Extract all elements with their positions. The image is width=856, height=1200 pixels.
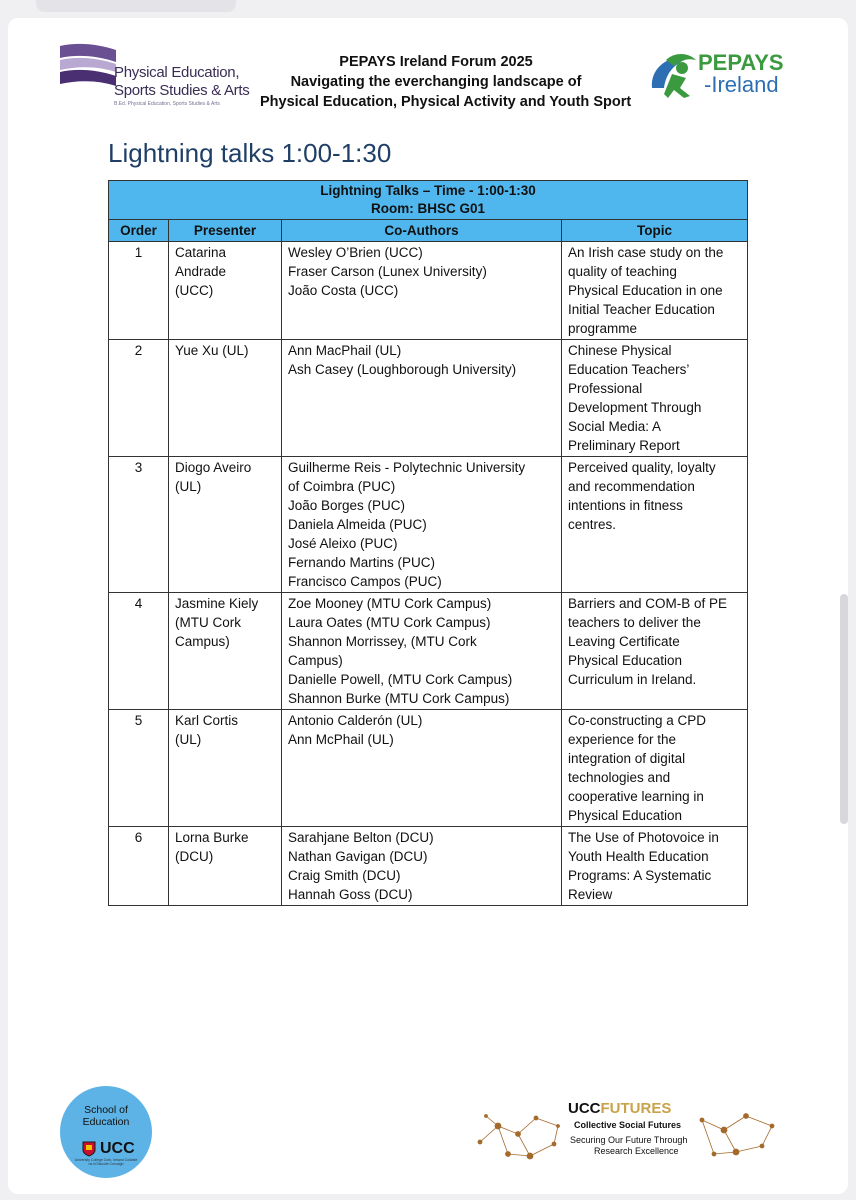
cell-coauthors [282, 242, 562, 340]
cell-coauthors-line: Laura Oates (MTU Cork Campus) [288, 615, 491, 630]
crest-icon [82, 1141, 96, 1157]
lightning-talks-table [108, 180, 748, 906]
cell-presenter-line: Catarina [175, 245, 227, 260]
cell-coauthors-line: Antonio Calderón (UL) [288, 713, 423, 728]
cell-coauthors-line: Fraser Carson (Lunex University) [288, 264, 487, 279]
cell-coauthors-line: Daniela Almeida (PUC) [288, 517, 427, 532]
cell-coauthors [282, 710, 562, 827]
pepays-logo-line1: PEPAYS [698, 50, 784, 75]
cell-coauthors-line: José Aleixo (PUC) [288, 536, 398, 551]
cell-topic-line: Review [568, 887, 613, 902]
cell-presenter-line: Lorna Burke [175, 830, 249, 845]
top-bar [0, 0, 856, 18]
pesa-logo-line3: B.Ed. Physical Education, Sports Studies & Arts [114, 101, 220, 107]
ribbon-icon [58, 42, 118, 90]
cell-coauthors [282, 593, 562, 710]
cell-topic [562, 710, 748, 827]
cell-coauthors [282, 340, 562, 457]
cell-topic-line: Development Through [568, 400, 702, 415]
cell-presenter-line: Karl Cortis [175, 713, 239, 728]
table-row [109, 710, 748, 827]
pesa-logo-line2: Sports Studies & Arts [114, 82, 250, 99]
cell-coauthors-line: Shannon Morrissey, (MTU Cork [288, 634, 477, 649]
cell-presenter [169, 242, 282, 340]
cell-coauthors-line: Sarahjane Belton (DCU) [288, 830, 434, 845]
cell-topic-line: Physical Education [568, 808, 683, 823]
school-logo-line1: School of [84, 1104, 128, 1116]
cell-presenter-line: (MTU Cork [175, 615, 241, 630]
cell-topic-line: Preliminary Report [568, 438, 680, 453]
cell-order: 6 [109, 827, 169, 906]
cell-topic-line: Curriculum in Ireland. [568, 672, 697, 687]
cell-topic [562, 827, 748, 906]
cell-order: 1 [109, 242, 169, 340]
cell-coauthors [282, 827, 562, 906]
cell-coauthors-line: Francisco Campos (PUC) [288, 574, 442, 589]
cell-topic-line: Perceived quality, loyalty [568, 460, 716, 475]
cell-presenter-line: (UL) [175, 479, 202, 494]
table-band-title: Lightning Talks – Time - 1:00-1:30 [320, 183, 536, 198]
cell-topic-line: Leaving Certificate [568, 634, 680, 649]
forum-title [260, 52, 632, 112]
cell-topic [562, 457, 748, 593]
cell-coauthors-line: Craig Smith (DCU) [288, 868, 401, 883]
top-bar-pill [36, 0, 236, 12]
cell-coauthors-line: Ash Casey (Loughborough University) [288, 362, 517, 377]
cell-presenter [169, 710, 282, 827]
table-header-band [109, 181, 748, 220]
cell-presenter [169, 827, 282, 906]
forum-title-line1: PEPAYS Ireland Forum 2025 [339, 54, 533, 70]
cell-presenter [169, 340, 282, 457]
table-band-room: Room: BHSC G01 [370, 201, 485, 216]
cell-topic-line: Physical Education in one [568, 283, 723, 298]
pesa-logo-line1: Physical Education, [114, 64, 240, 81]
school-logo-ucc: UCC [100, 1140, 135, 1157]
table-row [109, 340, 748, 457]
cell-coauthors-line: Hannah Goss (DCU) [288, 887, 413, 902]
table-row [109, 827, 748, 906]
ucc-futures-ucc: UCC [568, 1100, 601, 1117]
cell-topic-line: intentions in fitness [568, 498, 683, 513]
cell-presenter-line: (DCU) [175, 849, 214, 864]
cell-order: 2 [109, 340, 169, 457]
cell-topic-line: Programs: A Systematic [568, 868, 712, 883]
cell-coauthors-line: Wesley O’Brien (UCC) [288, 245, 423, 260]
cell-coauthors-line: Nathan Gavigan (DCU) [288, 849, 428, 864]
cell-presenter-line: Andrade [175, 264, 227, 279]
forum-title-line3: Physical Education, Physical Activity and Youth Sport [260, 94, 632, 110]
cell-coauthors-line: João Borges (PUC) [288, 498, 406, 513]
cell-coauthors-line: Ann McPhail (UL) [288, 732, 394, 747]
ucc-futures-tagline2: Research Excellence [594, 1146, 679, 1156]
cell-presenter-line: (UCC) [175, 283, 214, 298]
table-row [109, 593, 748, 710]
ucc-futures-title [568, 1100, 671, 1117]
cell-topic-line: centres. [568, 517, 617, 532]
cell-topic-line: Chinese Physical [568, 343, 672, 358]
cell-topic [562, 340, 748, 457]
cell-topic-line: Social Media: A [568, 419, 662, 434]
cell-topic-line: Professional [568, 381, 643, 396]
cell-topic-line: cooperative learning in [568, 789, 704, 804]
section-title: Lightning talks 1:00-1:30 [108, 138, 392, 168]
pepays-logo-line2: -Ireland [704, 72, 779, 97]
cell-coauthors-line: João Costa (UCC) [288, 283, 399, 298]
cell-order: 3 [109, 457, 169, 593]
table-row [109, 457, 748, 593]
document-page [8, 18, 848, 1194]
cell-topic-line: Physical Education [568, 653, 683, 668]
cell-coauthors-line: Fernando Martins (PUC) [288, 555, 436, 570]
cell-order: 5 [109, 710, 169, 827]
cell-coauthors-line: Zoe Mooney (MTU Cork Campus) [288, 596, 492, 611]
pesa-logo [58, 42, 258, 112]
pepays-logo [646, 48, 786, 118]
scrollbar[interactable] [840, 594, 848, 824]
cell-order: 4 [109, 593, 169, 710]
cell-coauthors [282, 457, 562, 593]
cell-topic-line: Initial Teacher Education [568, 302, 715, 317]
cell-presenter [169, 457, 282, 593]
cell-presenter-line: Campus) [175, 634, 230, 649]
cell-topic-line: experience for the [568, 732, 677, 747]
cell-coauthors-line: Campus) [288, 653, 343, 668]
cell-topic-line: programme [568, 321, 638, 336]
cell-topic-line: technologies and [568, 770, 671, 785]
ucc-futures-logo [474, 1096, 784, 1186]
cell-coauthors-line: Ann MacPhail (UL) [288, 343, 402, 358]
cell-presenter-line: Yue Xu (UL) [175, 343, 249, 358]
cell-coauthors-line: Shannon Burke (MTU Cork Campus) [288, 691, 510, 706]
cell-presenter-line: Diogo Aveiro [175, 460, 252, 475]
cell-topic-line: Youth Health Education [568, 849, 709, 864]
cell-topic-line: teachers to deliver the [568, 615, 701, 630]
cell-topic [562, 593, 748, 710]
table-row [109, 242, 748, 340]
cell-topic-line: and recommendation [568, 479, 695, 494]
runner-icon [646, 48, 702, 106]
cell-presenter [169, 593, 282, 710]
cell-topic-line: The Use of Photovoice in [568, 830, 719, 845]
cell-presenter-line: Jasmine Kiely [175, 596, 259, 611]
cell-topic-line: integration of digital [568, 751, 686, 766]
cell-topic [562, 242, 748, 340]
cell-topic-line: An Irish case study on the [568, 245, 724, 260]
ucc-futures-futures: FUTURES [600, 1100, 672, 1117]
cell-coauthors-line: Guilherme Reis - Polytechnic University [288, 460, 526, 475]
cell-coauthors-line: Danielle Powell, (MTU Cork Campus) [288, 672, 513, 687]
column-header-topic: Topic [562, 220, 748, 242]
school-of-education-logo [60, 1086, 152, 1178]
cell-topic-line: Education Teachers’ [568, 362, 690, 377]
school-logo-small: University College Cork, Ireland Coláiste na hOllscoile Corcaigh [74, 1158, 138, 1166]
cell-topic-line: quality of teaching [568, 264, 677, 279]
forum-title-line2: Navigating the everchanging landscape of [290, 74, 582, 90]
column-header-order: Order [109, 220, 169, 242]
cell-topic-line: Co-constructing a CPD [568, 713, 707, 728]
school-logo-line2: Education [82, 1116, 130, 1128]
column-header-coauthors: Co-Authors [282, 220, 562, 242]
cell-coauthors-line: of Coimbra (PUC) [288, 479, 396, 494]
cell-presenter-line: (UL) [175, 732, 202, 747]
cell-topic-line: Barriers and COM-B of PE [568, 596, 728, 611]
ucc-futures-tagline1: Securing Our Future Through [570, 1135, 688, 1145]
column-header-presenter: Presenter [169, 220, 282, 242]
ucc-futures-subtitle: Collective Social Futures [574, 1120, 682, 1130]
